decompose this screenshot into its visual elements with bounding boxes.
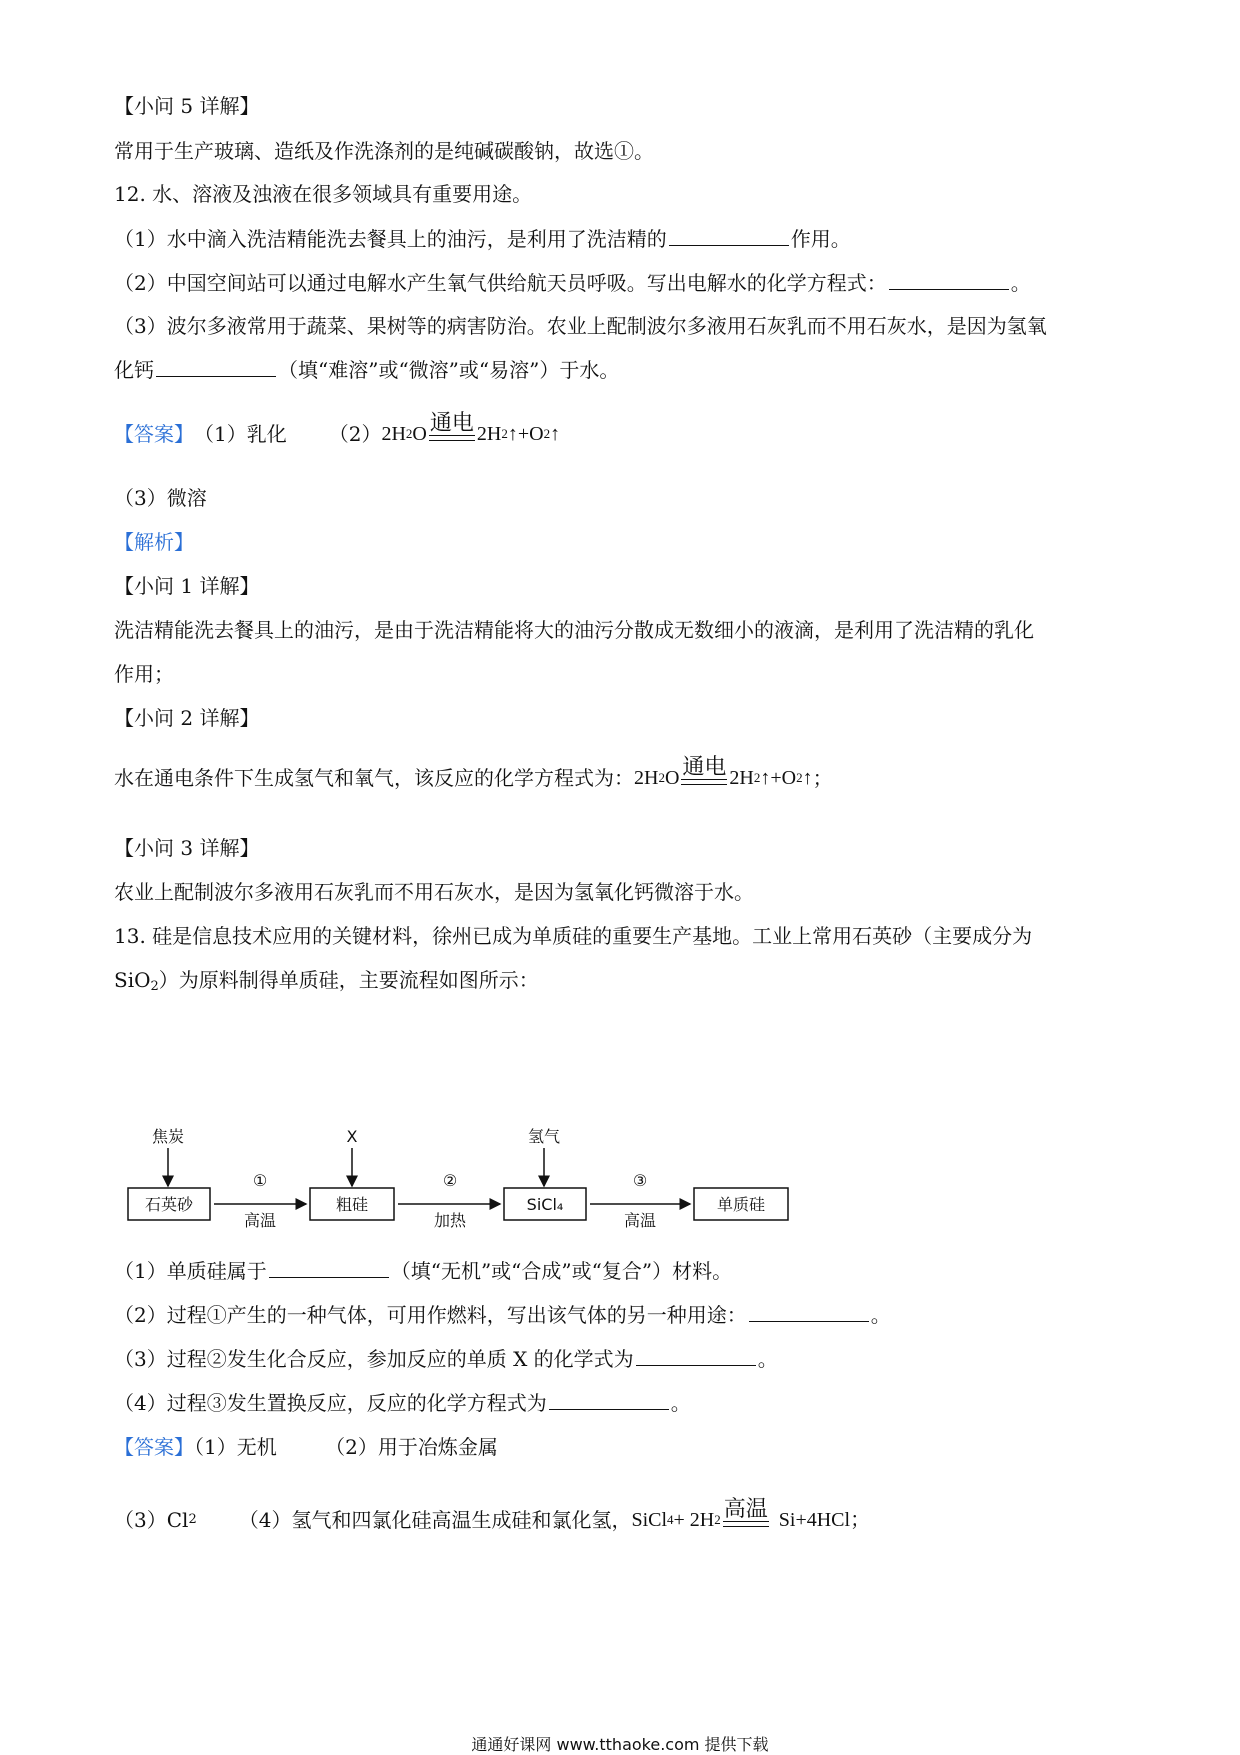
eq2-right1-tail: ↑+O: [760, 767, 797, 789]
si-eq-mid-sub: 2: [714, 1512, 721, 1527]
eq2-condition: [681, 755, 727, 792]
answer-blank: [889, 269, 1009, 290]
q13-part2: [114, 1301, 891, 1329]
step-2: ②: [442, 1171, 458, 1190]
eq2-condition-text: 通电: [682, 754, 727, 779]
q13-part1-tail: （填“无机”或“合成”或“复合”）材料。: [390, 1259, 733, 1283]
eq2-right1-sub: 2: [753, 770, 761, 785]
box-sicl4: SiCl₄: [526, 1195, 564, 1214]
si-eq-left: SiCl: [631, 1509, 668, 1531]
eq-right2-sub: 2: [543, 426, 551, 441]
q12-part2: [114, 269, 1031, 297]
input-x: X: [346, 1127, 358, 1146]
q13-part1: [114, 1257, 732, 1285]
answer-blank: [636, 1345, 756, 1366]
si-eq-left-sub: 4: [667, 1512, 674, 1527]
silicon-equation: [631, 1497, 870, 1534]
eq-right2-tail: ↑: [550, 423, 561, 445]
q5-text: 常用于生产玻璃、造纸及作洗涤剂的是纯碱碳酸钠，故选①。: [114, 139, 654, 163]
q13-sio-sub: 2: [150, 979, 159, 994]
q12-part3-text: 化钙: [114, 358, 154, 382]
answer-label: 【答案】: [114, 422, 194, 446]
box-pure-silicon: 单质硅: [716, 1195, 766, 1214]
input-coke: 焦炭: [151, 1127, 185, 1146]
q13-part3-text: （3）过程②发生化合反应，参加反应的单质 X 的化学式为: [114, 1347, 634, 1371]
answer-2: （2）: [328, 422, 382, 446]
si-eq-condition-text: 高温: [723, 1496, 768, 1521]
box-quartz-sand: 石英砂: [144, 1195, 194, 1214]
q13-line2: [114, 966, 539, 1001]
q3-text: 农业上配制波尔多液用石灰乳而不用石灰水，是因为氢氧化钙微溶于水。: [114, 880, 754, 904]
q3-heading: 【小问 3 详解】: [114, 836, 260, 860]
eq2-left: 2H: [634, 767, 659, 789]
answer-1: （1）乳化: [194, 422, 287, 446]
q13-answer-4: （4）氢气和四氯化硅高温生成硅和氯化氢，: [238, 1508, 632, 1532]
analysis-label: 【解析】: [114, 530, 194, 554]
eq-right1-sub: 2: [501, 426, 508, 441]
answer-blank: [269, 1257, 389, 1278]
q5-heading: 【小问 5 详解】: [114, 94, 260, 118]
cond-2: 加热: [433, 1211, 467, 1228]
q13-answer-label: 【答案】: [114, 1435, 194, 1459]
eq2-right1: 2H: [729, 767, 754, 789]
eq-right1-tail: ↑+O: [507, 423, 544, 445]
q13-answer-row2: [114, 1488, 870, 1534]
q13-sio: SiO: [114, 968, 151, 992]
eq2-left-tail: O: [664, 767, 680, 789]
q2-end: ；: [812, 766, 833, 790]
step-3: ③: [632, 1171, 648, 1190]
flow-svg: [120, 1118, 800, 1228]
q13-answer-1: （1）无机: [194, 1435, 277, 1459]
q13-line1: 13. 硅是信息技术应用的关键材料，徐州已成为单质硅的重要生产基地。工业上常用石英砂（主要成分为: [114, 924, 1033, 948]
si-eq-condition: [723, 1497, 769, 1534]
q13-answer: [114, 1433, 498, 1461]
q12-part1-tail: 作用。: [790, 227, 851, 251]
eq-left-sub: 2: [405, 426, 413, 441]
eq2-right2-sub: 2: [796, 770, 803, 785]
eq-right1: 2H: [476, 423, 502, 445]
q12-part2-text: （2）中国空间站可以通过电解水产生氧气供给航天员呼吸。写出电解水的化学方程式：: [114, 271, 887, 295]
q2-heading: 【小问 2 详解】: [114, 706, 260, 730]
answer-blank: [549, 1389, 669, 1410]
q2-text-body: 水在通电条件下生成氢气和氧气，该反应的化学方程式为：: [114, 766, 634, 790]
eq2-left-sub: 2: [658, 770, 665, 785]
q1-text-line1: 洗洁精能洗去餐具上的油污，是由于洗洁精能将大的油污分散成无数细小的液滴，是利用了洗洁精的乳化: [114, 618, 1034, 642]
q13-part4-text: （4）过程③发生置换反应，反应的化学方程式为: [114, 1391, 547, 1415]
answer-blank: [749, 1301, 869, 1322]
si-eq-right: Si+4HCl；: [778, 1509, 871, 1531]
q13-part4-tail: 。: [670, 1391, 691, 1415]
eq-condition-text: 通电: [429, 410, 474, 435]
input-hydrogen: 氢气: [527, 1127, 561, 1146]
q12-answer: [114, 404, 560, 448]
q13-part2-tail: 。: [870, 1303, 891, 1327]
q1-heading: 【小问 1 详解】: [114, 574, 260, 598]
page-footer: 通通好课网 www.tthaoke.com 提供下载: [471, 1735, 769, 1754]
q12-part3-line2: [114, 356, 619, 384]
q13-answer-3: （3）Cl: [114, 1508, 189, 1532]
q12-part1-text: （1）水中滴入洗洁精能洗去餐具上的油污，是利用了洗洁精的: [114, 227, 667, 251]
q13-answer-3-sub: 2: [188, 1512, 197, 1527]
q13-part3-tail: 。: [757, 1347, 778, 1371]
q12-part3-tail: （填“难溶”或“微溶”或“易溶”）于水。: [278, 358, 620, 382]
q12-answer-3: （3）微溶: [114, 486, 207, 510]
eq-condition: [429, 411, 475, 448]
box-crude-silicon: 粗硅: [335, 1195, 369, 1214]
q13-part4: [114, 1389, 691, 1417]
cond-3: 高温: [623, 1211, 657, 1228]
electrolysis-equation-2: [634, 755, 813, 792]
q12-part1: [114, 225, 851, 253]
q13-part2-text: （2）过程①产生的一种气体，可用作燃料，写出该气体的另一种用途：: [114, 1303, 747, 1327]
answer-blank: [156, 356, 276, 377]
q13-part1-text: （1）单质硅属于: [114, 1259, 267, 1283]
si-eq-mid: + 2H: [673, 1509, 715, 1531]
q13-line2-tail: ）为原料制得单质硅，主要流程如图所示：: [158, 968, 539, 992]
eq-left: 2H: [381, 423, 406, 445]
eq2-right2-tail: ↑: [802, 767, 813, 789]
q12-title: 12. 水、溶液及浊液在很多领域具有重要用途。: [114, 182, 533, 206]
answer-blank: [669, 225, 789, 246]
process-flow-diagram: [120, 1118, 800, 1228]
step-1: ①: [252, 1171, 268, 1190]
q2-text: [114, 748, 833, 792]
eq-left-tail: O: [412, 423, 427, 445]
q13-part3: [114, 1345, 778, 1373]
q12-part2-tail: 。: [1010, 271, 1031, 295]
q13-answer-2: （2）用于冶炼金属: [325, 1435, 498, 1459]
electrolysis-equation: [381, 411, 560, 448]
q12-part3-line1: （3）波尔多液常用于蔬菜、果树等的病害防治。农业上配制波尔多液用石灰乳而不用石灰水，是因为氢氧: [114, 314, 1047, 338]
cond-1: 高温: [243, 1211, 277, 1228]
q1-text-line2: 作用；: [114, 662, 174, 686]
